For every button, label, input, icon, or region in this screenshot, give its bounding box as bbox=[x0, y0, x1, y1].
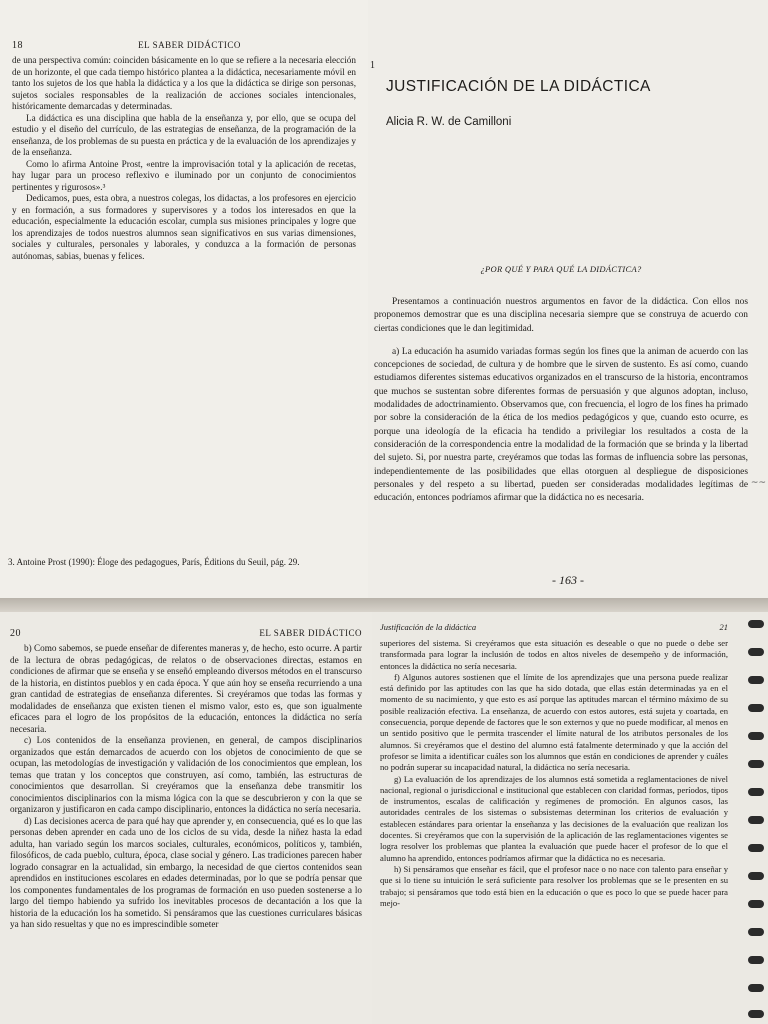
spiral-binding bbox=[748, 956, 764, 964]
section-title: ¿POR QUÉ Y PARA QUÉ LA DIDÁCTICA? bbox=[480, 264, 642, 274]
chapter-number: 1 bbox=[370, 60, 375, 71]
author-name: Alicia R. W. de Camilloni bbox=[386, 116, 512, 128]
spiral-binding bbox=[748, 816, 764, 824]
spiral-binding bbox=[748, 900, 764, 908]
spiral-binding bbox=[748, 648, 764, 656]
running-head-title: Justificación de la didáctica bbox=[380, 622, 477, 632]
running-head bbox=[10, 628, 362, 639]
paragraph: Como lo afirma Antoine Prost, «entre la improvisación total y la aplicación de recetas, hay lugar para un proceso reflexivo e iluminado por un conjunto de conocimientos pertinentes y rigurosos».³ bbox=[12, 158, 356, 192]
spiral-binding bbox=[748, 620, 764, 628]
paragraph: a) La educación ha asumido variadas formas según los fines que la animan de acuerdo con las concepciones de sociedad, de cultura y de hombre que le sirven de sustento. Es así como, cuando estudiamos diferentes sistemas educativos organizados en el transcurso de la historia, encontramos que muchos se sustentan sobre diferentes formas de persuasión y que algunos adoptan, incluso, modalidades de adoctrinamiento. Observamos que, con frecuencia, el logro de los fines ha primado por sobre la consideración de la ética de los medios pedagógicos y que, cuando esto ocurre, es porque una ideología de la eficacia ha tendido a privilegiar los resultados a costa de la consideración de la correspondencia entre la modalidad de la formación que se brinda y la libertad del sujeto. Si, por nuestra parte, creyéramos que todas las formas de influencia sobre las personas, independientemente de las posibilidades que ellas otorguen al despliegue de disposiciones personales y del respeto a su libertad, pueden ser consideradas modalidades legítimas de educación, entonces podríamos afirmar que la didáctica no es necesaria. bbox=[374, 346, 748, 504]
spiral-binding bbox=[748, 732, 764, 740]
page-number: 18 bbox=[12, 40, 23, 51]
page-chapter-start bbox=[368, 0, 768, 598]
folio: - 163 - bbox=[552, 573, 584, 587]
spiral-binding bbox=[748, 928, 764, 936]
paragraph: de una perspectiva común: coinciden básicamente en lo que se refiere a la necesaria elección de un horizonte, el que cada tiempo histórico plantea a la didáctica, necesariamente móvil en tanto los sujetos de los que habla la didáctica y a los que la didáctica se dirige son personas, sujetos sociales responsables de la realización de acciones sociales intencionales, históricamente demarcadas y determinadas. bbox=[12, 55, 356, 111]
spiral-binding bbox=[748, 676, 764, 684]
chapter-title: JUSTIFICACIÓN DE LA DIDÁCTICA bbox=[386, 78, 651, 95]
page-18 bbox=[0, 0, 368, 598]
paragraph: d) Las decisiones acerca de para qué hay que aprender y, en consecuencia, qué es lo que las personas deben aprender en cada uno de los ciclos de su vida, desde la niñez hasta la edad adulta, han variado según los marcos sociales, culturales, económicos, políticos y, también, filosóficos, de cada pueblo, cultura, época, clase social y género. Las tradiciones parecen haber logrado consagrar en la actualidad, sin embargo, la necesidad de que ciertos contenidos sean aprendidos en instituciones escolares en edades determinadas, por lo que se podría pensar que los componentes fundamentales de los programas de formación en uso pueden sostenerse a lo largo del tiempo habiendo ya sufrido los inevitables procesos de decantación a los que la historia de la educación los ha sometido. Si pensáramos que las cuestiones curriculares básicas ya han sido resueltas y que no es imprescindible someter bbox=[10, 815, 362, 929]
handwritten-note: ~~ bbox=[750, 478, 766, 488]
page-20 bbox=[0, 612, 372, 1024]
paragraph: h) Si pensáramos que enseñar es fácil, que el profesor nace o no nace con talento para enseñar y que si lo tiene su intuición le será suficiente para resolver los problemas que se le presenten en su trabajo; si pensáramos que todo está bien en la educación o que es poco lo que se puede hacer para mejo- bbox=[380, 863, 728, 908]
paragraph: b) Como sabemos, se puede enseñar de diferentes maneras y, de hecho, esto ocurre. A partir de la lectura de obras pedagógicas, de relatos o de observaciones directas, estamos en condiciones de afirmar que se enseña y se enseñó empleando diversos métodos en el transcurso de la historia, en distintos pueblos y en cada época. Y que aún hoy se enseña recurriendo a una gran cantidad de estrategias de enseñanza diferentes. Si creyéramos que todas las formas y modalidades de enseñanza que existen tienen el mismo valor, esto es, que son igualmente eficaces para el logro de los propósitos de la educación, entonces la didáctica no sería necesaria. bbox=[10, 643, 362, 734]
spiral-binding bbox=[748, 1010, 764, 1018]
spiral-binding bbox=[748, 984, 764, 992]
paragraph: La didáctica es una disciplina que habla de la enseñanza y, por ello, que se ocupa del estudio y el diseño del currículo, de las estrategias de enseñanza, de la programación de la enseñanza, de los problemas de su puesta en práctica y de la evaluación de los aprendizajes y de la enseñanza. bbox=[12, 112, 356, 157]
running-head bbox=[12, 40, 356, 51]
spiral-binding bbox=[748, 788, 764, 796]
page-number: 20 bbox=[10, 628, 21, 639]
spiral-binding bbox=[748, 844, 764, 852]
spiral-binding bbox=[748, 704, 764, 712]
paragraph: c) Los contenidos de la enseñanza provienen, en general, de campos disciplinarios organizados que están demarcados de acuerdo con los objetos de conocimiento de que se ocupan, las metodologías de investigación y validación de los conocimientos que emplean, los temas que tratan y los conceptos que construyen, así como, también, las estructuras de conocimientos que desarrollan. Si creyéramos que la enseñanza debe transmitir los conocimientos disciplinarios con la misma lógica con la que se descubrieron y con la que se organizaron y justificaron en cada campo disciplinario, entonces la didáctica no sería necesaria. bbox=[10, 735, 362, 814]
spiral-binding bbox=[748, 872, 764, 880]
fold-shadow bbox=[0, 598, 768, 612]
paragraph: f) Algunos autores sostienen que el límite de los aprendizajes que una persona puede realizar está definido por las aptitudes con las que ha sido dotada, que ellas están determinadas ya en el momento de su nacimiento, y que esto es así porque las aptitudes marcan el término máximo de su posible realización efectiva. La enseñanza, de acuerdo con estos autores, está sujeta y coartada, en consecuencia, porque depende de factores que le son externos y que no puede modificar, al menos en un sentido positivo que le permita trascender el límite natural de los atributos personales de los alumnos. Si creyéramos que el destino del alumno está fatalmente determinado y que la acción del profesor se limita a identificar cuáles son los alumnos que están en condiciones de aprender y cuáles no podrán superar su incapacidad natural, la didáctica no sería necesaria. bbox=[380, 671, 728, 773]
paragraph: Presentamos a continuación nuestros argumentos en favor de la didáctica. Con ellos nos proponemos demostrar que es una disciplina necesaria siempre que se construya de acuerdo con ciertas condiciones que le dan legitimidad. bbox=[374, 297, 748, 334]
running-head-title: EL SABER DIDÁCTICO bbox=[138, 40, 241, 50]
page-number: 21 bbox=[719, 622, 728, 632]
paragraph: Dedicamos, pues, esta obra, a nuestros colegas, los didactas, a los profesores en ejercicio y en formación, a sus formadores y supervisores y a todos los interesados en que la educación, especialmente la educación escolar, cumpla sus misiones principales y logre que los aprendizajes de todos nuestros alumnos sean significativos en sus varias dimensiones, sociales y culturales, personales y laborales, y conduzca a la formación de personas autónomas, sabias, buenas y felices. bbox=[12, 193, 356, 261]
paragraph: superiores del sistema. Si creyéramos que esta situación es deseable o que no puede o debe ser transformada para lograr la inclusión de todos en altos niveles de desempeño y de información, entonces la didáctica no sería necesaria. bbox=[380, 638, 728, 671]
footnote: 3. Antoine Prost (1990): Éloge des pedagogues, París, Éditions du Seuil, pág. 29. bbox=[8, 557, 300, 567]
spiral-binding bbox=[748, 760, 764, 768]
running-head bbox=[380, 622, 728, 632]
page-21 bbox=[372, 612, 768, 1024]
running-head-title: EL SABER DIDÁCTICO bbox=[259, 628, 362, 638]
paragraph: g) La evaluación de los aprendizajes de los alumnos está sometida a reglamentaciones de nivel nacional, regional o jurisdiccional e institucional que establecen con claridad formas, períodos, tipos de instrumentos, escalas de calificación y regímenes de promoción. En algunos casos, las autoridades centrales de los sistemas o subsistemas determinan los criterios de evaluación y establecen estándares para orientar la enseñanza y las decisiones de la evaluación que realizan los docentes. Si creyéramos que con la supervisión de la aplicación de las reglamentaciones vigentes se logra resolver los problemas que plantea la evaluación que puede hacer el profesor de lo que el alumno ha aprendido, entonces podríamos afirmar que la didáctica no es necesaria. bbox=[380, 773, 728, 863]
